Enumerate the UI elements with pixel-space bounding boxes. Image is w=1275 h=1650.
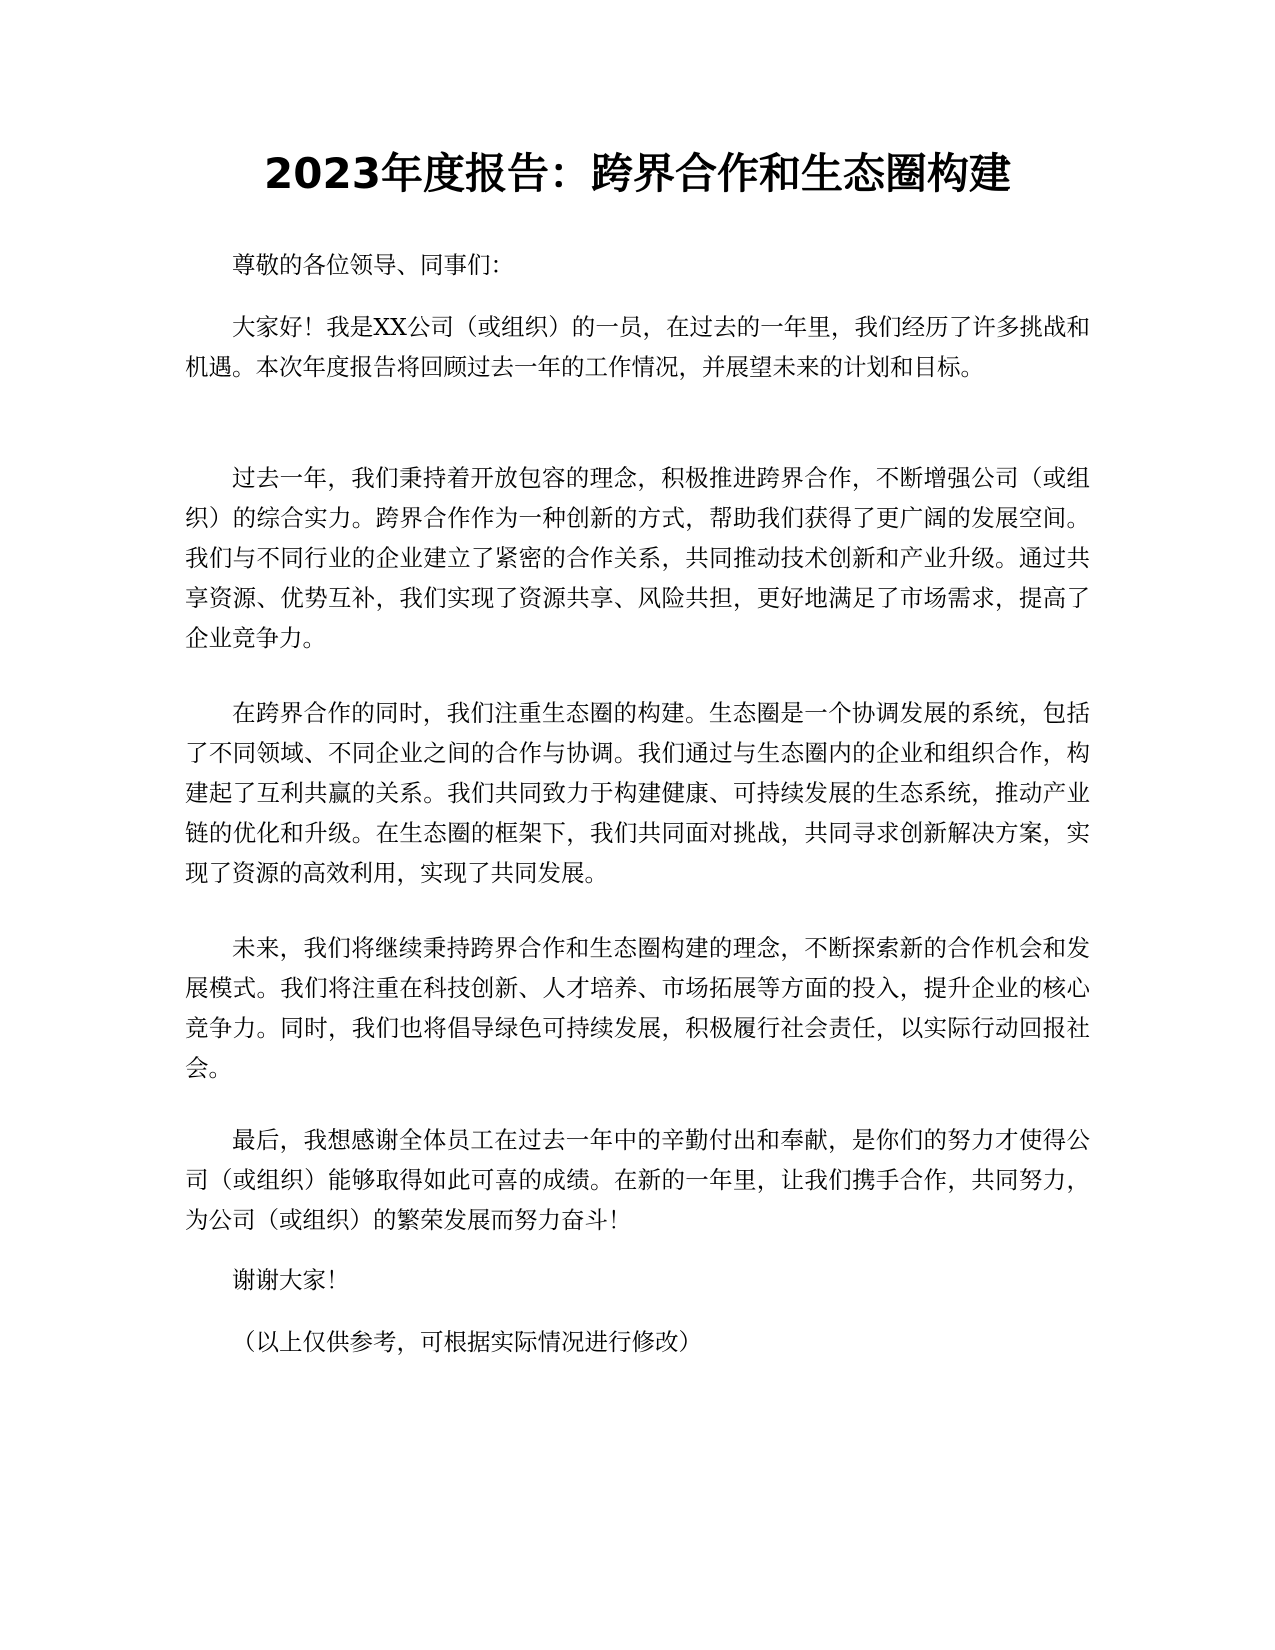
document-title: 2023年度报告：跨界合作和生态圈构建: [264, 149, 1011, 198]
greeting-paragraph: 尊敬的各位领导、同事们：: [232, 251, 514, 279]
body-paragraph-1: 大家好！我是XX公司（或组织）的一员，在过去的一年里，我们经历了许多挑战和机遇。本次年度报告将回顾过去一年的工作情况，并展望未来的计划和目标。: [185, 313, 1090, 381]
body-paragraph-2: 过去一年，我们秉持着开放包容的理念，积极推进跨界合作，不断增强公司（或组织）的综合实力。跨界合作作为一种创新的方式，帮助我们获得了更广阔的发展空间。我们与不同行业的企业建立了紧密的合作关系，共同推动技术创新和产业升级。通过共享资源、优势互补，我们实现了资源共享、风险共担，更好地满足了市场需求，提高了企业竞争力。: [185, 464, 1090, 652]
closing-paragraph: 谢谢大家！: [232, 1266, 350, 1294]
reference-note: （以上仅供参考，可根据实际情况进行修改）: [232, 1328, 702, 1356]
body-paragraph-3: 在跨界合作的同时，我们注重生态圈的构建。生态圈是一个协调发展的系统，包括了不同领域、不同企业之间的合作与协调。我们通过与生态圈内的企业和组织合作，构建起了互利共赢的关系。我们共同致力于构建健康、可持续发展的生态系统，推动产业链的优化和升级。在生态圈的框架下，我们共同面对挑战，共同寻求创新解决方案，实现了资源的高效利用，实现了共同发展。: [185, 699, 1090, 887]
body-paragraph-5: 最后，我想感谢全体员工在过去一年中的辛勤付出和奉献，是你们的努力才使得公司（或组织）能够取得如此可喜的成绩。在新的一年里，让我们携手合作，共同努力，为公司（或组织）的繁荣发展而努力奋斗！: [185, 1126, 1090, 1234]
body-paragraph-4: 未来，我们将继续秉持跨界合作和生态圈构建的理念，不断探索新的合作机会和发展模式。我们将注重在科技创新、人才培养、市场拓展等方面的投入，提升企业的核心竞争力。同时，我们也将倡导绿色可持续发展，积极履行社会责任，以实际行动回报社会。: [185, 934, 1090, 1082]
